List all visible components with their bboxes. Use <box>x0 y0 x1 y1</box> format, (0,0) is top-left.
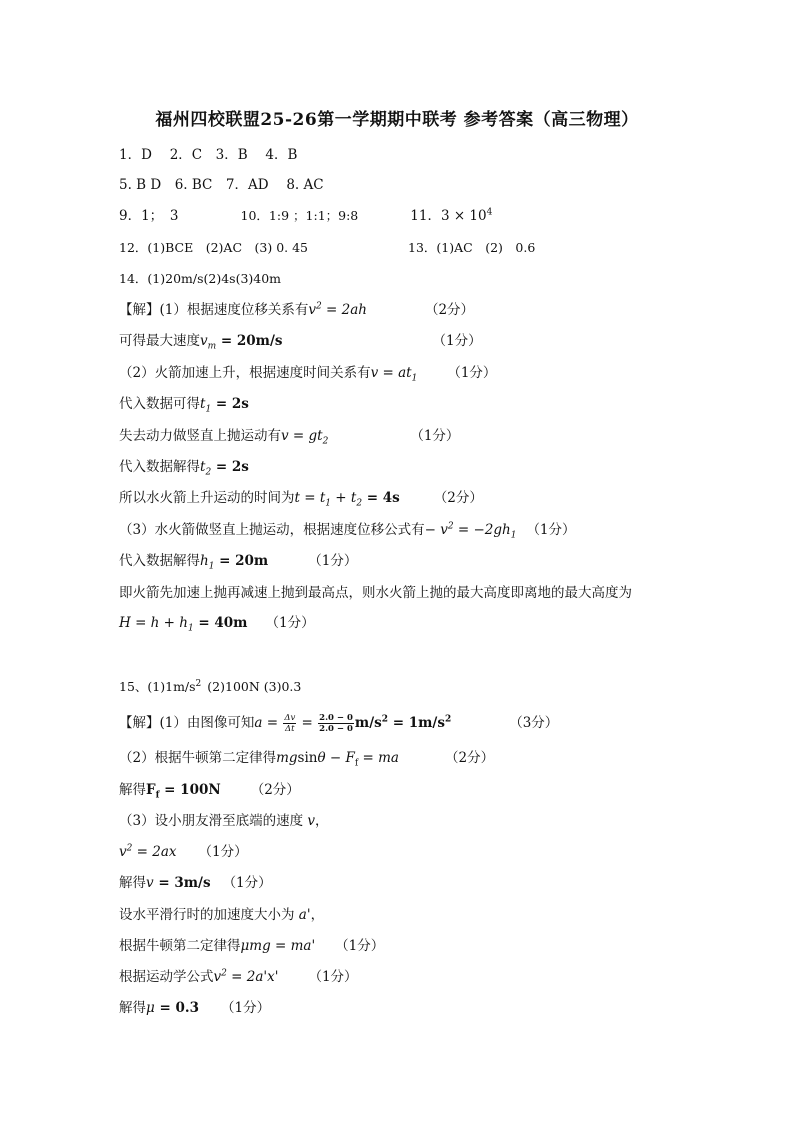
q15-step-10-formula: μ <box>146 1000 155 1016</box>
q14-step-2: 可得最大速度$v_m = 20m/s$ （1分） <box>119 333 482 352</box>
q14-step-9-score: （1分） <box>308 553 358 569</box>
q14-step-5 <box>119 427 459 445</box>
q15-step-6-formula: v <box>146 875 154 891</box>
q15-step-10: 解得μ = 0.3 （1分） <box>119 1000 271 1016</box>
q14-step-7-formula: $t = t_1 + t_2$ <box>294 490 363 509</box>
q15-step-8-text: 根据牛顿第二定律得 <box>119 938 241 954</box>
q15-step-9-score: （1分） <box>308 969 358 985</box>
q14-step-1-score: （2分） <box>424 302 475 318</box>
q14-step-3-text: （2）火箭加速上升，根据速度时间关系有 <box>119 365 371 381</box>
q14-step-11: $H = h + h_1 = 40m$ （1分） <box>119 615 315 634</box>
q15-step-2-text: （2）根据牛顿第二定律得 <box>119 750 277 766</box>
q14-step-1-formula: $v^2 = 2ah$ <box>308 301 367 318</box>
q15-step-3-score: （2分） <box>250 782 300 798</box>
q15-step-6-text: 解得 <box>119 875 146 891</box>
q14-step-7: 所以水火箭上升运动的时间为$t = t_1 + t_2 = 4s$ （2分） <box>119 490 483 509</box>
q15-step-6-score: （1分） <box>222 875 272 891</box>
q15-step-1-score: （3分） <box>509 715 559 731</box>
q15-step-5-formula: $v^2 = 2ax$ <box>119 843 177 860</box>
q14-step-7-score: （2分） <box>433 490 483 506</box>
q15-step-3 <box>119 781 300 799</box>
q14-step-6-formula: $t_2$ <box>200 459 212 478</box>
q15-step-1-text: 【解】(1）由图像可知 <box>119 715 255 731</box>
q14-step-7-text: 所以水火箭上升运动的时间为 <box>119 490 295 506</box>
answers-9-11 <box>119 207 492 225</box>
q14-step-8-formula: − $v^2 = -2gh_1$ <box>424 521 517 541</box>
q14-step-9: 代入数据解得$h_1 = 20m$ （1分） <box>119 553 358 572</box>
q15-step-3-formula: $F_f = 100N$ <box>146 782 221 801</box>
answer-14-summary: 14．(1)20m/s(2)4s(3)40m <box>119 271 282 286</box>
q14-step-5-text: 失去动力做竖直上抛运动有 <box>119 428 281 444</box>
answers-5-8: 5. B D 6. BC 7．AD 8. AC <box>119 177 324 193</box>
q14-step-1 <box>119 301 474 319</box>
q15-step-7: 设水平滑行时的加速度大小为 a'， <box>119 907 325 923</box>
q15-step-5-score: （1分） <box>198 844 248 860</box>
q14-step-8 <box>119 521 576 539</box>
answer-15-rest: (2)100N (3)0.3 <box>207 679 302 694</box>
q15-step-1-formula: a = $\frac{\Delta v}{\Delta t}$ = $\frac{2.0 - 0}{2.0 - 0}$ $m/s^2 = 1m/s^2$ <box>254 713 452 734</box>
q14-step-9-text: 代入数据解得 <box>119 553 200 569</box>
answer-13: 13．(1)AC (2) 0.6 <box>408 240 536 255</box>
q14-step-3 <box>119 364 496 382</box>
answer-11-base: 11．3 × 10 <box>410 208 487 224</box>
answer-12: 12．(1)BCE (2)AC (3) 0. 45 <box>119 240 309 255</box>
q14-step-4-formula: $t_1$ <box>200 396 212 415</box>
q15-step-2 <box>119 749 494 767</box>
q14-step-3-formula: $v = at_1$ <box>370 365 418 384</box>
q15-step-6: 解得v = 3m/s （1分） <box>119 875 272 891</box>
q15-step-7-var: a' <box>298 907 311 923</box>
q14-step-4-text: 代入数据可得 <box>119 396 200 412</box>
q14-step-9-formula: $h_1$ <box>200 553 215 572</box>
q15-step-9-formula: $v^2 = 2a'x'$ <box>213 968 279 985</box>
q15-step-8-formula: μmg = ma' <box>240 938 316 954</box>
q15-step-4: （3）设小朋友滑至底端的速度 v， <box>119 813 329 829</box>
q15-step-5 <box>119 843 248 861</box>
answer-9: 9．1； 3 <box>119 208 179 224</box>
q14-step-2-score: （1分） <box>432 333 482 349</box>
q14-step-2-text: 可得最大速度 <box>119 333 200 349</box>
answer-11-exponent: 4 <box>486 207 493 218</box>
answer-15-part1: 15、(1)1m/s <box>119 679 196 694</box>
q14-step-11-formula: $H = h + h_1$ <box>119 615 194 634</box>
q14-step-1-text: 【解】(1）根据速度位移关系有 <box>119 302 309 318</box>
q14-step-3-score: （1分） <box>447 365 497 381</box>
q14-step-5-formula: $v = gt_2$ <box>281 428 329 447</box>
answers-1-4: 1．D 2．C 3．B 4．B <box>119 147 298 163</box>
q15-step-3-text: 解得 <box>119 782 146 798</box>
q15-step-2-score: （2分） <box>444 750 495 766</box>
q14-step-6-text: 代入数据解得 <box>119 459 200 475</box>
q14-step-10: 即火箭先加速上抛再减速上抛到最高点，则水火箭上抛的最大高度即离地的最大高度为 <box>119 585 632 601</box>
q14-step-2-formula: $v_m$ <box>200 333 217 352</box>
answer-11 <box>410 208 492 224</box>
q14-step-5-score: （1分） <box>410 428 460 444</box>
q15-step-4-text: （3）设小朋友滑至底端的速度 <box>119 813 308 829</box>
answer-10: 10．1:9 ；1:1；9:8 <box>240 208 359 223</box>
q15-step-8-score: （1分） <box>335 938 385 954</box>
q15-step-2-formula: $mgsin\theta - F_f$ = ma <box>276 750 399 769</box>
q15-step-9 <box>119 968 358 986</box>
answers-12-13 <box>119 239 535 257</box>
answer-15-summary <box>119 678 301 696</box>
page-title: 福州四校联盟25-26第一学期期中联考 参考答案（高三物理） <box>155 110 639 130</box>
q15-step-1 <box>119 713 558 734</box>
q14-step-6: 代入数据解得$t_2 = 2s$ <box>119 459 249 478</box>
q15-step-4-var: v <box>307 813 316 829</box>
q15-step-10-score: （1分） <box>220 1000 271 1016</box>
q15-step-7-text: 设水平滑行时的加速度大小为 <box>119 907 299 923</box>
q15-step-8 <box>119 937 384 955</box>
q14-step-8-score: （1分） <box>526 522 576 538</box>
q14-step-4: 代入数据可得$t_1 = 2s$ <box>119 396 249 415</box>
q14-step-8-text: （3）水火箭做竖直上抛运动，根据速度位移公式有 <box>119 522 425 538</box>
answer-15-exponent: 2 <box>195 678 202 689</box>
q14-step-11-score: （1分） <box>265 615 315 631</box>
q15-step-9-text: 根据运动学公式 <box>119 969 214 985</box>
q15-step-10-text: 解得 <box>119 1000 146 1016</box>
